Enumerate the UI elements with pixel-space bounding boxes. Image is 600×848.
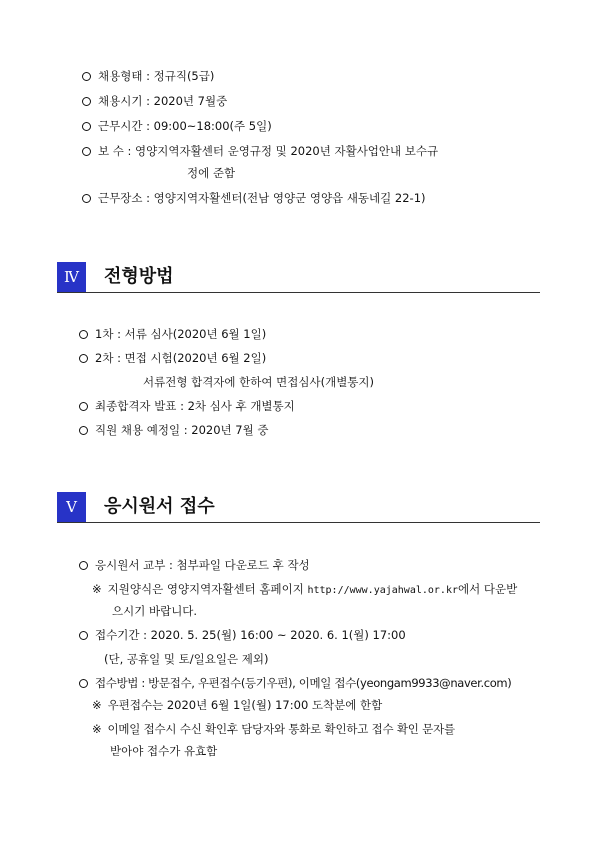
note-form-download: ※ 지원양식은 영양지역자활센터 홈페이지 http://www.yajahwal.or.kr에서 다운받 [92, 582, 518, 596]
note-email-confirmation: ※ 이메일 접수시 수신 확인후 담당자와 통화로 확인하고 접수 확인 문자를 [92, 722, 455, 736]
section-header-selection-method [57, 262, 540, 293]
list-item-application-method: 접수방법 : 방문접수, 우편접수(등기우편), 이메일 접수(yeongam9933@naver.com) [79, 675, 511, 691]
circle-bullet-icon [79, 631, 88, 640]
reference-mark-icon: ※ [92, 698, 102, 712]
list-item-work-hours: 근무시간 : 09:00~18:00(주 5일) [82, 118, 272, 134]
circle-bullet-icon [79, 561, 88, 570]
list-item-hiring-period: 채용시기 : 2020년 7월중 [82, 93, 227, 109]
circle-bullet-icon [79, 679, 88, 688]
circle-bullet-icon [79, 330, 88, 339]
circle-bullet-icon [82, 122, 91, 131]
circle-bullet-icon [79, 354, 88, 363]
list-item-hiring-date: 직원 채용 예정일 : 2020년 7월 중 [79, 422, 268, 438]
circle-bullet-icon [79, 426, 88, 435]
list-item-form-distribution: 응시원서 교부 : 첨부파일 다운로드 후 작성 [79, 557, 310, 573]
circle-bullet-icon [82, 147, 91, 156]
circle-bullet-icon [79, 402, 88, 411]
reference-mark-icon: ※ [92, 722, 102, 736]
list-item-employment-type: 채용형태 : 정규직(5급) [82, 68, 214, 84]
section-title: 응시원서 접수 [104, 496, 215, 517]
list-item-salary: 보 수 : 영양지역자활센터 운영규정 및 2020년 자활사업안내 보수규 [82, 143, 438, 159]
list-item-application-period: 접수기간 : 2020. 5. 25(월) 16:00 ~ 2020. 6. 1(월) 17:00 [79, 627, 406, 643]
list-item-application-period-continued: (단, 공휴일 및 토/일요일은 제외) [104, 652, 269, 666]
reference-mark-icon: ※ [92, 582, 102, 596]
list-item-second-stage-continued: 서류전형 합격자에 한하여 면접심사(개별통지) [143, 375, 375, 389]
section-header-application [57, 492, 540, 523]
list-item-second-stage: 2차 : 면접 시험(2020년 6월 2일) [79, 350, 266, 366]
section-title: 전형방법 [104, 266, 174, 287]
circle-bullet-icon [82, 97, 91, 106]
list-item-salary-continued: 정에 준함 [187, 166, 236, 180]
section-number-badge: Ⅴ [57, 492, 86, 522]
note-email-confirmation-continued: 받아야 접수가 유효함 [110, 744, 218, 758]
list-item-final-announcement: 최종합격자 발표 : 2차 심사 후 개별통지 [79, 398, 295, 414]
section-number-badge: Ⅳ [57, 262, 86, 292]
list-item-first-stage: 1차 : 서류 심사(2020년 6월 1일) [79, 326, 266, 342]
circle-bullet-icon [82, 72, 91, 81]
note-mail-deadline: ※ 우편접수는 2020년 6월 1일(월) 17:00 도착분에 한함 [92, 698, 383, 712]
circle-bullet-icon [82, 194, 91, 203]
note-form-download-continued: 으시기 바랍니다. [112, 604, 198, 618]
list-item-workplace: 근무장소 : 영양지역자활센터(전남 영양군 영양읍 새동네길 22-1) [82, 190, 426, 206]
homepage-link[interactable]: http://www.yajahwal.or.kr [307, 585, 458, 596]
